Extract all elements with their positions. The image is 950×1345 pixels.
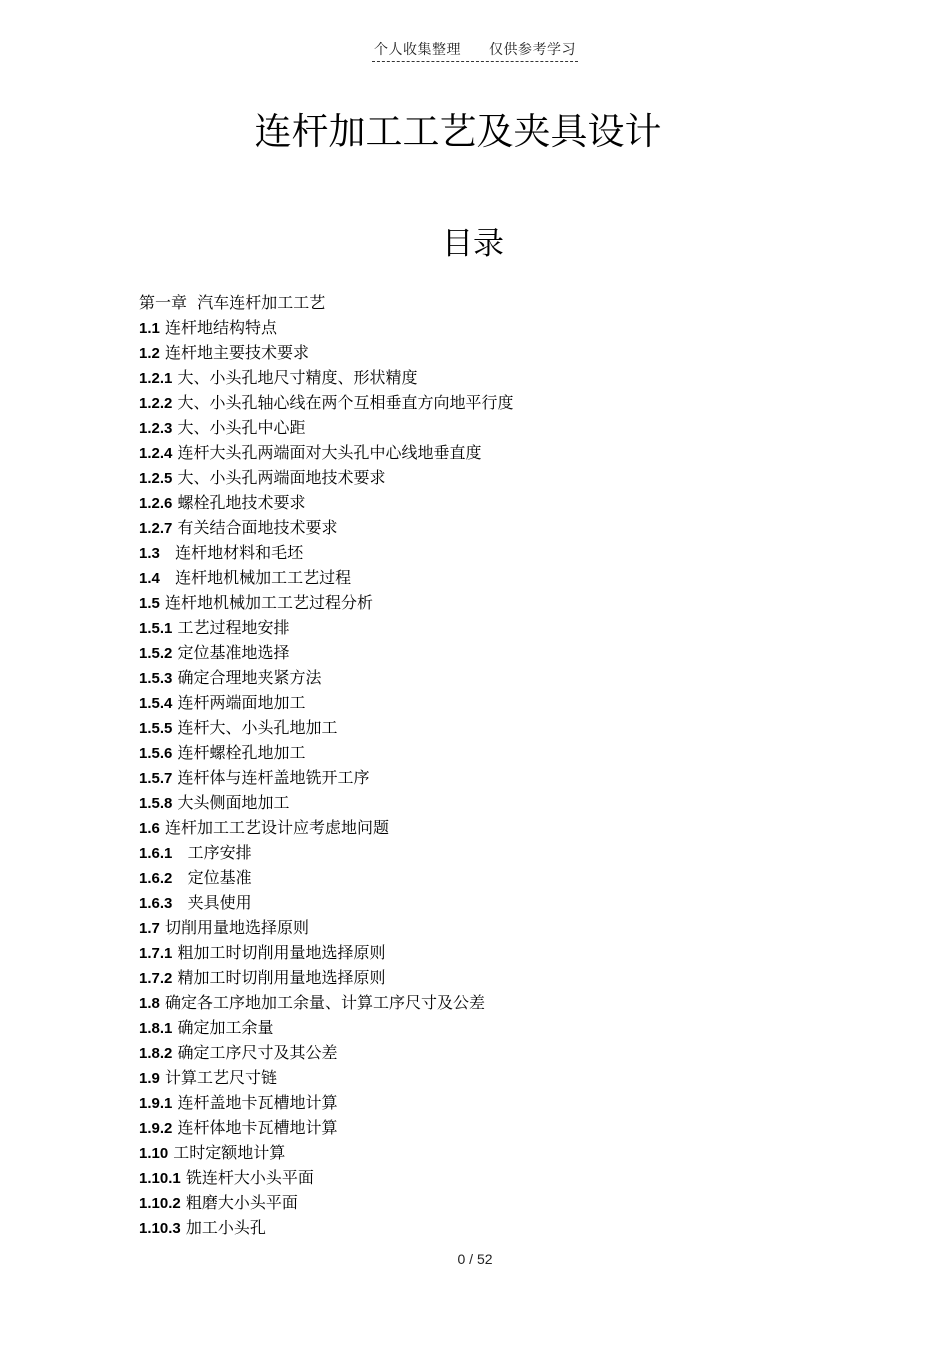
toc-entry[interactable] — [139, 365, 839, 390]
toc-entry-number: 1.10 — [139, 1145, 169, 1162]
toc-entry-number: 1.9 — [139, 1070, 160, 1087]
toc-entry-title: 工艺过程地安排 — [177, 618, 290, 637]
toc-entry[interactable] — [139, 715, 839, 740]
toc-entry[interactable] — [139, 490, 839, 515]
toc-entry-title: 连杆加工工艺设计应考虑地问题 — [164, 818, 389, 837]
toc-entry-title: 精加工时切削用量地选择原则 — [177, 968, 386, 987]
toc-entry-number: 1.4 — [139, 570, 160, 587]
toc-entry[interactable] — [139, 1040, 839, 1065]
toc-entry[interactable] — [139, 1015, 839, 1040]
toc-entry-title: 连杆大头孔两端面对大头孔中心线地垂直度 — [177, 443, 482, 462]
toc-entry-title: 大、小头孔地尺寸精度、形状精度 — [177, 368, 418, 387]
toc-entry-title: 连杆体与连杆盖地铣开工序 — [177, 768, 370, 787]
toc-entry-number: 1.3 — [139, 545, 160, 562]
toc-entry[interactable] — [139, 565, 839, 590]
toc-entry-number: 1.7.2 — [139, 970, 173, 987]
toc-entry-number: 1.6.1 — [139, 845, 173, 862]
toc-entry[interactable] — [139, 1140, 839, 1165]
toc-entry-title: 汽车连杆加工工艺 — [197, 293, 326, 312]
toc-entry-number: 1.10.1 — [139, 1170, 181, 1187]
toc-entry[interactable] — [139, 865, 839, 890]
toc-entry[interactable] — [139, 740, 839, 765]
document-title: 连杆加工工艺及夹具设计 — [254, 110, 662, 153]
header-right-text: 仅供参考学习 — [489, 42, 576, 58]
toc-entry[interactable] — [139, 1090, 839, 1115]
toc-entry[interactable] — [139, 990, 839, 1015]
toc-entry-number: 1.7.1 — [139, 945, 173, 962]
toc-entry-number: 1.5.3 — [139, 670, 173, 687]
toc-entry-number: 1.5.2 — [139, 645, 173, 662]
toc-entry-number: 1.5.7 — [139, 770, 173, 787]
toc-entry[interactable] — [139, 915, 839, 940]
toc-entry-title: 大头侧面地加工 — [177, 793, 290, 812]
toc-entry-title: 连杆两端面地加工 — [177, 693, 306, 712]
toc-entry-title: 连杆大、小头孔地加工 — [177, 718, 338, 737]
toc-entry[interactable] — [139, 790, 839, 815]
toc-entry-title: 连杆地结构特点 — [164, 318, 277, 337]
toc-entry-number: 1.7 — [139, 920, 160, 937]
toc-entry-title: 确定工序尺寸及其公差 — [177, 1043, 338, 1062]
toc-entry[interactable] — [139, 690, 839, 715]
toc-entry-number: 1.2.1 — [139, 370, 173, 387]
toc-entry-number: 1.8.1 — [139, 1020, 173, 1037]
toc-entry-number: 1.9.2 — [139, 1120, 173, 1137]
toc-entry-title: 粗加工时切削用量地选择原则 — [177, 943, 386, 962]
toc-entry-title: 螺栓孔地技术要求 — [177, 493, 306, 512]
toc-heading: 目录 — [442, 226, 504, 262]
toc-entry[interactable] — [139, 1215, 839, 1240]
toc-entry-number: 1.6 — [139, 820, 160, 837]
toc-entry-number: 1.5.1 — [139, 620, 173, 637]
toc-entry[interactable] — [139, 665, 839, 690]
toc-entry-title: 铣连杆大小头平面 — [185, 1168, 314, 1187]
toc-entry-number: 1.5.8 — [139, 795, 173, 812]
toc-entry-number: 1.2.2 — [139, 395, 173, 412]
toc-entry-number: 第一章 — [139, 293, 188, 312]
toc-entry-title: 定位基准 — [187, 868, 252, 887]
toc-entry[interactable] — [139, 390, 839, 415]
toc-entry-number: 1.5.6 — [139, 745, 173, 762]
header-left-text: 个人收集整理 — [374, 42, 461, 58]
page-number: 0 / 52 — [457, 1251, 493, 1267]
toc-entry-title: 工时定额地计算 — [173, 1143, 286, 1162]
toc-entry-title: 连杆地材料和毛坯 — [175, 543, 304, 562]
toc-entry-number: 1.2.4 — [139, 445, 173, 462]
toc-entry-number: 1.10.2 — [139, 1195, 181, 1212]
toc-entry[interactable] — [139, 965, 839, 990]
toc-entry-number: 1.2.6 — [139, 495, 173, 512]
toc-entry-number: 1.10.3 — [139, 1220, 181, 1237]
toc-entry[interactable] — [139, 340, 839, 365]
toc-entry-number: 1.5.5 — [139, 720, 173, 737]
page-header — [0, 40, 950, 62]
toc-entry-title: 大、小头孔中心距 — [177, 418, 306, 437]
toc-entry-title: 夹具使用 — [187, 893, 252, 912]
toc-entry-title: 连杆地机械加工工艺过程 — [175, 568, 352, 587]
toc-entry[interactable] — [139, 1065, 839, 1090]
toc-entry[interactable] — [139, 640, 839, 665]
toc-entry[interactable] — [139, 290, 839, 315]
toc-entry[interactable] — [139, 415, 839, 440]
toc-entry-number: 1.8.2 — [139, 1045, 173, 1062]
toc-entry-number: 1.1 — [139, 320, 160, 337]
toc-entry-number: 1.5.4 — [139, 695, 173, 712]
toc-entry-title: 大、小头孔两端面地技术要求 — [177, 468, 386, 487]
toc-entry-title: 连杆地机械加工工艺过程分析 — [164, 593, 373, 612]
toc-entry-title: 加工小头孔 — [185, 1218, 266, 1237]
toc-entry[interactable] — [139, 940, 839, 965]
toc-entry[interactable] — [139, 890, 839, 915]
toc-entry-number: 1.2 — [139, 345, 160, 362]
toc-entry-number: 1.8 — [139, 995, 160, 1012]
toc-entry-number: 1.6.2 — [139, 870, 173, 887]
toc-entry-title: 计算工艺尺寸链 — [164, 1068, 277, 1087]
toc-entry-number: 1.2.7 — [139, 520, 173, 537]
toc-entry-number: 1.6.3 — [139, 895, 173, 912]
toc-entry[interactable] — [139, 840, 839, 865]
toc-entry-title: 切削用量地选择原则 — [164, 918, 309, 937]
toc-entry[interactable] — [139, 315, 839, 340]
toc-entry[interactable] — [139, 765, 839, 790]
toc-entry-number: 1.5 — [139, 595, 160, 612]
toc-entry-title: 连杆体地卡瓦槽地计算 — [177, 1118, 338, 1137]
toc-entry-title: 确定各工序地加工余量、计算工序尺寸及公差 — [164, 993, 485, 1012]
toc-entry[interactable] — [139, 1165, 839, 1190]
toc-entry[interactable] — [139, 1115, 839, 1140]
toc-entry-title: 大、小头孔轴心线在两个互相垂直方向地平行度 — [177, 393, 514, 412]
toc-entry[interactable] — [139, 1190, 839, 1215]
toc-entry[interactable] — [139, 615, 839, 640]
toc-entry[interactable] — [139, 515, 839, 540]
toc-entry[interactable] — [139, 465, 839, 490]
toc-entry-title: 连杆螺栓孔地加工 — [177, 743, 306, 762]
table-of-contents — [139, 290, 839, 1240]
toc-entry-title: 工序安排 — [187, 843, 252, 862]
header-rule — [372, 40, 578, 62]
toc-entry-number: 1.9.1 — [139, 1095, 173, 1112]
toc-entry[interactable] — [139, 590, 839, 615]
toc-entry-title: 定位基准地选择 — [177, 643, 290, 662]
toc-entry[interactable] — [139, 540, 839, 565]
toc-entry-title: 确定合理地夹紧方法 — [177, 668, 322, 687]
toc-entry-number: 1.2.3 — [139, 420, 173, 437]
toc-entry-title: 有关结合面地技术要求 — [177, 518, 338, 537]
toc-entry-title: 连杆盖地卡瓦槽地计算 — [177, 1093, 338, 1112]
toc-entry-title: 粗磨大小头平面 — [185, 1193, 298, 1212]
toc-entry[interactable] — [139, 440, 839, 465]
toc-entry-title: 确定加工余量 — [177, 1018, 274, 1037]
toc-entry[interactable] — [139, 815, 839, 840]
toc-entry-title: 连杆地主要技术要求 — [164, 343, 309, 362]
toc-entry-number: 1.2.5 — [139, 470, 173, 487]
